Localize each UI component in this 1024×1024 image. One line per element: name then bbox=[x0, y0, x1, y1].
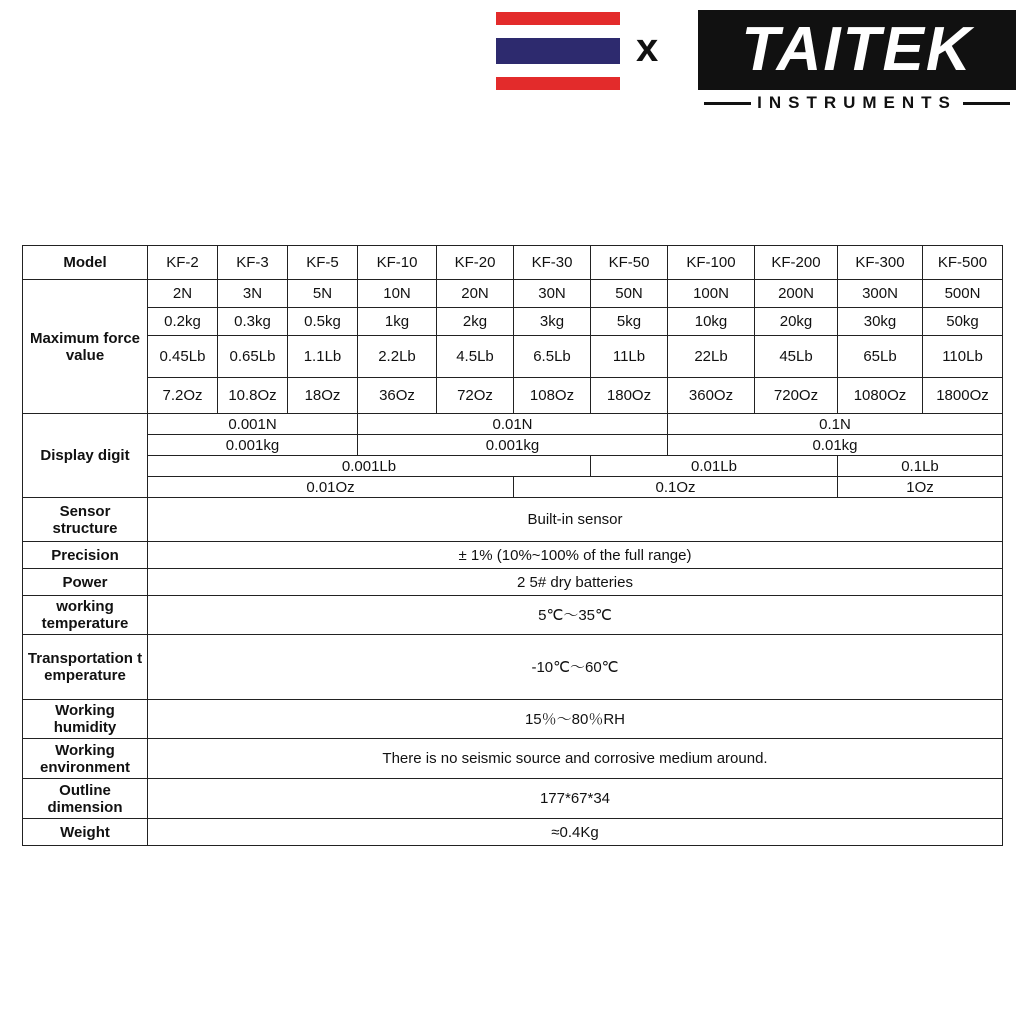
display-digit-lb-row bbox=[23, 456, 1003, 477]
force-cell: 1080Oz bbox=[838, 378, 923, 414]
model-cell: KF-10 bbox=[358, 246, 437, 280]
force-cell: 10N bbox=[358, 280, 437, 308]
spec-row-environment bbox=[23, 739, 1003, 779]
force-cell: 4.5Lb bbox=[437, 336, 514, 378]
force-cell: 50kg bbox=[923, 308, 1003, 336]
thailand-flag-icon bbox=[496, 12, 620, 90]
force-cell: 10kg bbox=[668, 308, 755, 336]
force-cell: 10.8Oz bbox=[218, 378, 288, 414]
digit-cell: 0.1Lb bbox=[838, 456, 1003, 477]
force-cell: 1.1Lb bbox=[288, 336, 358, 378]
force-cell: 65Lb bbox=[838, 336, 923, 378]
spec-row-transportation-temperature bbox=[23, 635, 1003, 700]
force-cell: 108Oz bbox=[514, 378, 591, 414]
spec-row-power bbox=[23, 569, 1003, 596]
model-cell: KF-100 bbox=[668, 246, 755, 280]
digit-cell: 0.1N bbox=[668, 414, 1003, 435]
display-digit-header: Display digit bbox=[23, 414, 148, 498]
digit-cell: 1Oz bbox=[838, 477, 1003, 498]
flag-stripe-lower-white bbox=[496, 64, 620, 77]
display-digit-oz-row bbox=[23, 477, 1003, 498]
spec-table bbox=[22, 245, 1003, 846]
model-cell: KF-3 bbox=[218, 246, 288, 280]
logo-subtitle bbox=[698, 92, 1016, 114]
force-cell: 18Oz bbox=[288, 378, 358, 414]
spec-label: Weight bbox=[23, 819, 148, 846]
spec-row-weight bbox=[23, 819, 1003, 846]
force-cell: 45Lb bbox=[755, 336, 838, 378]
force-cell: 200N bbox=[755, 280, 838, 308]
force-cell: 0.5kg bbox=[288, 308, 358, 336]
model-cell: KF-30 bbox=[514, 246, 591, 280]
spec-label: Outline dimension bbox=[23, 779, 148, 819]
spec-value: 177*67*34 bbox=[148, 779, 1003, 819]
spec-label: Working environment bbox=[23, 739, 148, 779]
force-cell: 11Lb bbox=[591, 336, 668, 378]
force-cell: 22Lb bbox=[668, 336, 755, 378]
display-digit-kg-row bbox=[23, 435, 1003, 456]
spec-label: working temperature bbox=[23, 596, 148, 635]
max-force-oz-row bbox=[23, 378, 1003, 414]
spec-value: 15％～80％RH bbox=[148, 700, 1003, 739]
model-row bbox=[23, 246, 1003, 280]
spec-value: ≈0.4Kg bbox=[148, 819, 1003, 846]
brand-separator: x bbox=[636, 26, 659, 70]
spec-label: Transportation temperature bbox=[23, 635, 148, 700]
spec-label: Power bbox=[23, 569, 148, 596]
spec-value: There is no seismic source and corrosive medium around. bbox=[148, 739, 1003, 779]
spec-label: Precision bbox=[23, 542, 148, 569]
max-force-lb-row bbox=[23, 336, 1003, 378]
spec-row-precision bbox=[23, 542, 1003, 569]
spec-value: -10℃～60℃ bbox=[148, 635, 1003, 700]
max-force-kg-row bbox=[23, 308, 1003, 336]
force-cell: 180Oz bbox=[591, 378, 668, 414]
force-cell: 720Oz bbox=[755, 378, 838, 414]
logo-rule-right bbox=[963, 102, 1010, 105]
logo-subtitle-text: INSTRUMENTS bbox=[757, 93, 957, 112]
force-cell: 0.3kg bbox=[218, 308, 288, 336]
model-cell: KF-300 bbox=[838, 246, 923, 280]
force-cell: 2.2Lb bbox=[358, 336, 437, 378]
force-cell: 100N bbox=[668, 280, 755, 308]
flag-stripe-top bbox=[496, 12, 620, 25]
force-cell: 0.2kg bbox=[148, 308, 218, 336]
digit-cell: 0.001kg bbox=[148, 435, 358, 456]
max-force-header: Maximum force value bbox=[23, 280, 148, 414]
force-cell: 36Oz bbox=[358, 378, 437, 414]
digit-cell: 0.01kg bbox=[668, 435, 1003, 456]
force-cell: 2N bbox=[148, 280, 218, 308]
force-cell: 3N bbox=[218, 280, 288, 308]
model-cell: KF-20 bbox=[437, 246, 514, 280]
logo-name: TAITEK bbox=[741, 15, 973, 84]
force-cell: 30N bbox=[514, 280, 591, 308]
flag-stripe-upper-white bbox=[496, 25, 620, 38]
spec-value: 2 5# dry batteries bbox=[148, 569, 1003, 596]
spec-row-humidity bbox=[23, 700, 1003, 739]
model-header: Model bbox=[23, 246, 148, 280]
digit-cell: 0.001N bbox=[148, 414, 358, 435]
digit-cell: 0.01Lb bbox=[591, 456, 838, 477]
force-cell: 2kg bbox=[437, 308, 514, 336]
force-cell: 5N bbox=[288, 280, 358, 308]
logo-rule-left bbox=[704, 102, 751, 105]
flag-stripe-center bbox=[496, 38, 620, 64]
force-cell: 300N bbox=[838, 280, 923, 308]
force-cell: 30kg bbox=[838, 308, 923, 336]
digit-cell: 0.001kg bbox=[358, 435, 668, 456]
digit-cell: 0.001Lb bbox=[148, 456, 591, 477]
spec-row-sensor bbox=[23, 498, 1003, 542]
flag-stripe-bottom bbox=[496, 77, 620, 90]
digit-cell: 0.01Oz bbox=[148, 477, 514, 498]
force-cell: 1800Oz bbox=[923, 378, 1003, 414]
model-cell: KF-50 bbox=[591, 246, 668, 280]
spec-value: Built-in sensor bbox=[148, 498, 1003, 542]
force-cell: 5kg bbox=[591, 308, 668, 336]
force-cell: 3kg bbox=[514, 308, 591, 336]
force-cell: 72Oz bbox=[437, 378, 514, 414]
model-cell: KF-2 bbox=[148, 246, 218, 280]
force-cell: 500N bbox=[923, 280, 1003, 308]
spec-value: ± 1% (10%~100% of the full range) bbox=[148, 542, 1003, 569]
model-cell: KF-200 bbox=[755, 246, 838, 280]
spec-row-working-temperature bbox=[23, 596, 1003, 635]
force-cell: 20kg bbox=[755, 308, 838, 336]
force-cell: 20N bbox=[437, 280, 514, 308]
display-digit-n-row bbox=[23, 414, 1003, 435]
force-cell: 110Lb bbox=[923, 336, 1003, 378]
spec-value: 5℃～35℃ bbox=[148, 596, 1003, 635]
force-cell: 6.5Lb bbox=[514, 336, 591, 378]
spec-label: Working humidity bbox=[23, 700, 148, 739]
force-cell: 0.65Lb bbox=[218, 336, 288, 378]
model-cell: KF-500 bbox=[923, 246, 1003, 280]
force-cell: 1kg bbox=[358, 308, 437, 336]
spec-label: Sensor structure bbox=[23, 498, 148, 542]
force-cell: 360Oz bbox=[668, 378, 755, 414]
max-force-n-row bbox=[23, 280, 1003, 308]
spec-row-outline-dimension bbox=[23, 779, 1003, 819]
model-cell: KF-5 bbox=[288, 246, 358, 280]
force-cell: 50N bbox=[591, 280, 668, 308]
taitek-logo bbox=[698, 10, 1016, 90]
digit-cell: 0.01N bbox=[358, 414, 668, 435]
force-cell: 0.45Lb bbox=[148, 336, 218, 378]
digit-cell: 0.1Oz bbox=[514, 477, 838, 498]
force-cell: 7.2Oz bbox=[148, 378, 218, 414]
